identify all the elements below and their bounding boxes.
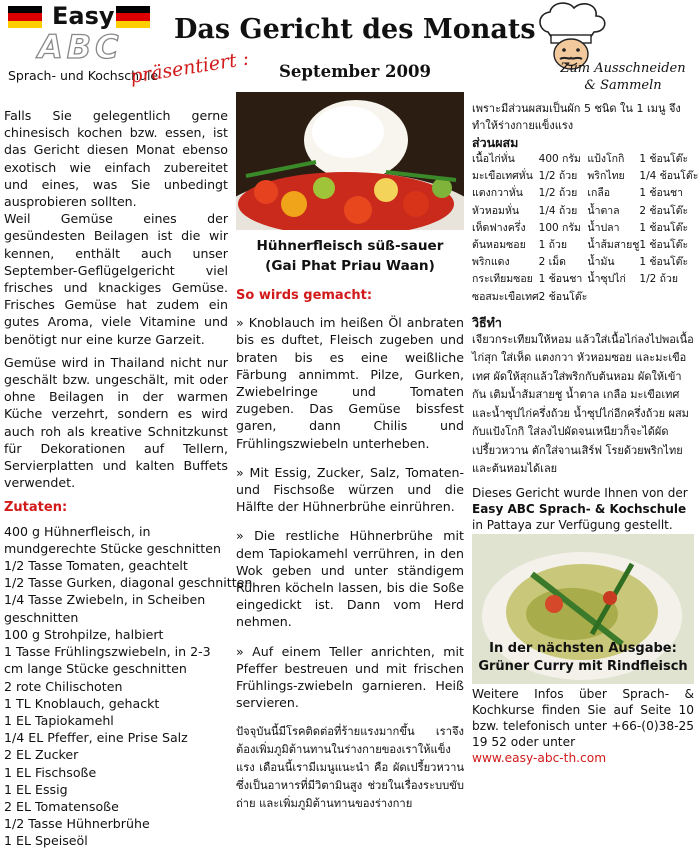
ingredient-item: 2 EL Tomatensoße xyxy=(4,798,119,814)
intro-paragraph-3: Gemüse wird in Thailand nicht nur geschält bzw. ungeschält, mit oder ohne Beilagen in der warmen Küche verzehrt, sondern es wird auch roh als kreative Schnitzkunst für Dekorationen auf Tellern, Servierplatten und kalten Buffets verwendet. xyxy=(4,354,228,491)
cell: 100 กรัม xyxy=(538,221,581,234)
dish-title xyxy=(236,236,464,276)
cell: 1 ถ้วย xyxy=(538,239,568,252)
cell: พริกแดง xyxy=(472,256,510,269)
dish-name-thai: (Gai Phat Priau Waan) xyxy=(265,258,435,274)
ingredient-item: 2 rote Chilischoten xyxy=(4,678,123,694)
intro-column xyxy=(4,107,253,850)
cell: 1 ช้อนโต๊ะ xyxy=(639,256,689,269)
cut-note-line2: & Sammeln xyxy=(584,78,662,93)
thai-intro: เพราะมีส่วนผสมเป็นผัก 5 ชนิด ใน 1 เมนู จึงทำให้ร่างกายแข็งแรง xyxy=(472,102,681,132)
cell: 2 เม็ด xyxy=(538,256,567,269)
ingredient-item: 1/2 Tasse Hühnerbrühe xyxy=(4,816,150,832)
thai-ingredient-row xyxy=(472,185,698,202)
method-step: » Mit Essig, Zucker, Salz, Tomaten- und Fischsoße würzen und die Hälfte der Hühnerbrühe einrühren. xyxy=(236,464,464,515)
ingredient-item: 1/2 Tasse Gurken, diagonal geschnitten xyxy=(4,575,253,591)
cell: 400 กรัม xyxy=(538,153,581,165)
thai-method-text: เจียวกระเทียมให้หอม แล้วใส่เนื้อไก่ลงไปพอเนื้อไก่สุก ใส่เห็ด แตงกวา หัวหอมซอย และมะเขือเทศ ผัดให้สุกแล้วใส่พริกกับต้นหอม ผัดให้เข้ากัน เติมน้ำส้มสายชู น้ำตาล เกลือ มะเขือเทศและน้ำซุปไก่ครึ่งถ้วย น้ำซุปไก่อีกครึ่งถ้วย ผสมกับแป้งโกกิ ใส่ลงไปผัดจนเหนียวก็จะได้ผัดเปรี้ยวหวาน ตักใส่จานเสิร์ฟ โรยด้วยพริกไทยและต้นหอมได้เลย xyxy=(472,332,694,476)
cell: น้ำมัน xyxy=(587,256,615,269)
cell: ต้นหอมซอย xyxy=(472,239,526,252)
ingredient-item: 1 EL Essig xyxy=(4,781,68,797)
logo-easy: Easy xyxy=(52,2,115,30)
cell: ซอสมะเขือเทศ xyxy=(472,290,539,303)
cell: มะเขือเทศหั่น xyxy=(472,170,533,183)
cell: 1 ช้อนโต๊ะ xyxy=(639,239,689,252)
ingredient-item: 2 EL Zucker xyxy=(4,747,79,763)
cell: พริกไทย xyxy=(587,170,625,183)
intro-paragraph-1: Falls Sie gelegentlich gerne chinesisch kochen bzw. essen, ist das Gericht diesen Monat ebenso exotisch wie einfach zubereitet und eines, was Sie unbedingt ausprobieren sollten. xyxy=(4,108,228,210)
method-step: » Auf einem Teller anrichten, mit Pfeffer bestreuen und mit frischen Frühlings-zwiebeln garnieren. Heiß servieren. xyxy=(236,643,464,711)
cell: แป้งโกกิ xyxy=(587,153,625,165)
ingredient-item: 1 TL Knoblauch, gehackt xyxy=(4,695,160,711)
method-step: » Die restliche Hühnerbrühe mit dem Tapiokamehl verrühren, in den Wok geben und unter ständigem Rühren köcheln lassen, bis die Soße eingedickt ist. Dann vom Herd nehmen. xyxy=(236,528,464,630)
ingredient-item: 100 g Strohpilze, halbiert xyxy=(4,626,164,642)
dish-name-german: Hühnerfleisch süß-sauer xyxy=(256,238,444,254)
presents-label: präsentiert : xyxy=(128,47,251,88)
thai-ingredient-row xyxy=(472,168,698,185)
ingredient-item: 1 Tasse Frühlingszwiebeln, in 2-3 cm lange Stücke geschnitten xyxy=(4,644,211,677)
ingredient-item: 400 g Hühnerfleisch, in mundgerechte Stücke geschnitten xyxy=(4,523,221,556)
cell: 1 ช้อนชา xyxy=(538,273,583,286)
next-issue-dish: Grüner Curry mit Rindfleisch xyxy=(478,659,688,674)
ingredient-item: 1 EL Fischsoße xyxy=(4,764,97,780)
logo-abc: ABC xyxy=(38,28,123,66)
issue-month: September 2009 xyxy=(279,62,431,81)
ingredient-item: 1/2 Tasse Tomaten, geachtelt xyxy=(4,558,188,574)
credit-pre: Dieses Gericht wurde Ihnen von der xyxy=(472,485,688,500)
cell: 1/4 ถ้วย xyxy=(538,204,578,217)
cell: 1/4 ช้อนโต๊ะ xyxy=(639,170,699,183)
german-flag-left xyxy=(8,6,42,28)
cell: น้ำส้มสายชู xyxy=(587,239,640,252)
ingredient-item: 1 EL Speiseöl xyxy=(4,833,88,849)
cell: แตงกวาหั่น xyxy=(472,187,523,200)
cell xyxy=(587,289,639,306)
cell: กระเทียมซอย xyxy=(472,273,533,286)
next-issue-banner xyxy=(472,640,694,676)
credit-post: in Pattaya zur Verfügung gestellt. xyxy=(472,517,673,532)
thai-ingredients-table xyxy=(472,151,698,306)
thai-ingredient-row xyxy=(472,203,698,220)
cell: น้ำตาล xyxy=(587,204,620,217)
thai-ingredient-row xyxy=(472,220,698,237)
website-link[interactable]: www.easy-abc-th.com xyxy=(472,751,607,765)
cut-note-line1: Zum Ausschneiden xyxy=(560,61,686,76)
thai-ingredients-heading: ส่วนผสม xyxy=(472,135,519,150)
cell: 2 ช้อนโต๊ะ xyxy=(538,290,588,303)
cell: 1 ช้อนโต๊ะ xyxy=(639,221,689,234)
cell: 1/2 ถ้วย xyxy=(639,273,679,286)
method-heading: So wirds gemacht: xyxy=(236,288,373,303)
cell: น้ำซุปไก่ xyxy=(587,273,626,286)
thai-ingredient-row xyxy=(472,271,698,288)
thai-summary: ปัจจุบันนี้มีโรคติดต่อที่ร้ายแรงมากขึ้น เราจึงต้องเพิ่มภูมิต้านทานในร่างกายของเราให้แข็งแรง เดือนนี้เรามีเมนูแนะนำ คือ ผัดเปรี้ยวหวาน ซึ่งเป็นอาหารที่มีวิตามินสูง ช่วยในเรื่องระบบขับถ่าย และเพิ่มภูมิต้านทานของร่างกาย xyxy=(236,725,464,811)
school-name: Sprach- und Kochschule xyxy=(8,68,159,83)
page-title: Das Gericht des Monats xyxy=(174,14,536,45)
cell: 1/2 ถ้วย xyxy=(538,170,578,183)
thai-ingredient-row xyxy=(472,254,698,271)
cell: น้ำปลา xyxy=(587,221,620,234)
thai-ingredient-row xyxy=(472,151,698,168)
thai-ingredient-row xyxy=(472,289,698,306)
cell: 1 ช้อนชา xyxy=(639,187,684,200)
ingredients-list xyxy=(4,523,253,850)
sweet-sour-chicken-photo xyxy=(236,92,464,230)
credit-school: Easy ABC Sprach- & Kochschule xyxy=(472,501,687,516)
cell xyxy=(639,289,698,306)
ingredient-item: 1/4 Tasse Zwiebeln, in Scheiben geschnitten xyxy=(4,592,206,625)
ingredient-item: 1/4 EL Pfeffer, eine Prise Salz xyxy=(4,730,188,746)
contact-text: Weitere Infos über Sprach- & Kochkurse finden Sie auf Seite 10 bzw. telefonisch unter +66-(0)38-25 19 52 oder unter xyxy=(472,687,694,749)
cell: เกลือ xyxy=(587,187,611,200)
german-flag-right xyxy=(116,6,150,28)
cell: เนื้อไก่หั่น xyxy=(472,153,515,165)
ingredient-item: 1 EL Tapiokamehl xyxy=(4,712,114,728)
cell: 1 ช้อนโต๊ะ xyxy=(639,153,689,165)
method-column xyxy=(236,287,464,825)
cell: เห็ดฟางครึ่ง xyxy=(472,221,526,234)
cell: 2 ช้อนโต๊ะ xyxy=(639,204,689,217)
thai-ingredient-row xyxy=(472,237,698,254)
cell: หัวหอมหั่น xyxy=(472,204,520,217)
thai-method-heading: วิธีทำ xyxy=(472,314,502,330)
method-step: » Knoblauch im heißen Öl anbraten bis es duftet, Fleisch zugeben und braten bis es eine weißliche Färbung annimmt. Pilze, Gurken, Zwiebelringe und Tomaten zugeben. Das Gemüse bissfest garen, dann Chilis und Frühlingszwiebeln unterheben. xyxy=(236,315,464,451)
next-issue-label: In der nächsten Ausgabe: xyxy=(489,641,677,656)
credit-text xyxy=(472,485,694,533)
ingredients-heading: Zutaten: xyxy=(4,500,68,516)
cut-out-note xyxy=(548,60,698,94)
intro-paragraph-2: Weil Gemüse eines der gesündesten Beilagen ist die wir kennen, enthält auch unser September-Geflügelgericht viel frisches und knackiges Gemüse. Frisches Gemüse hat zudem ein gutes Aroma, viele Vitamine und benötigt nur eine kurze Garzeit. xyxy=(4,211,228,347)
contact-info xyxy=(472,686,694,766)
thai-recipe-column xyxy=(472,100,699,533)
cell: 1/2 ถ้วย xyxy=(538,187,578,200)
